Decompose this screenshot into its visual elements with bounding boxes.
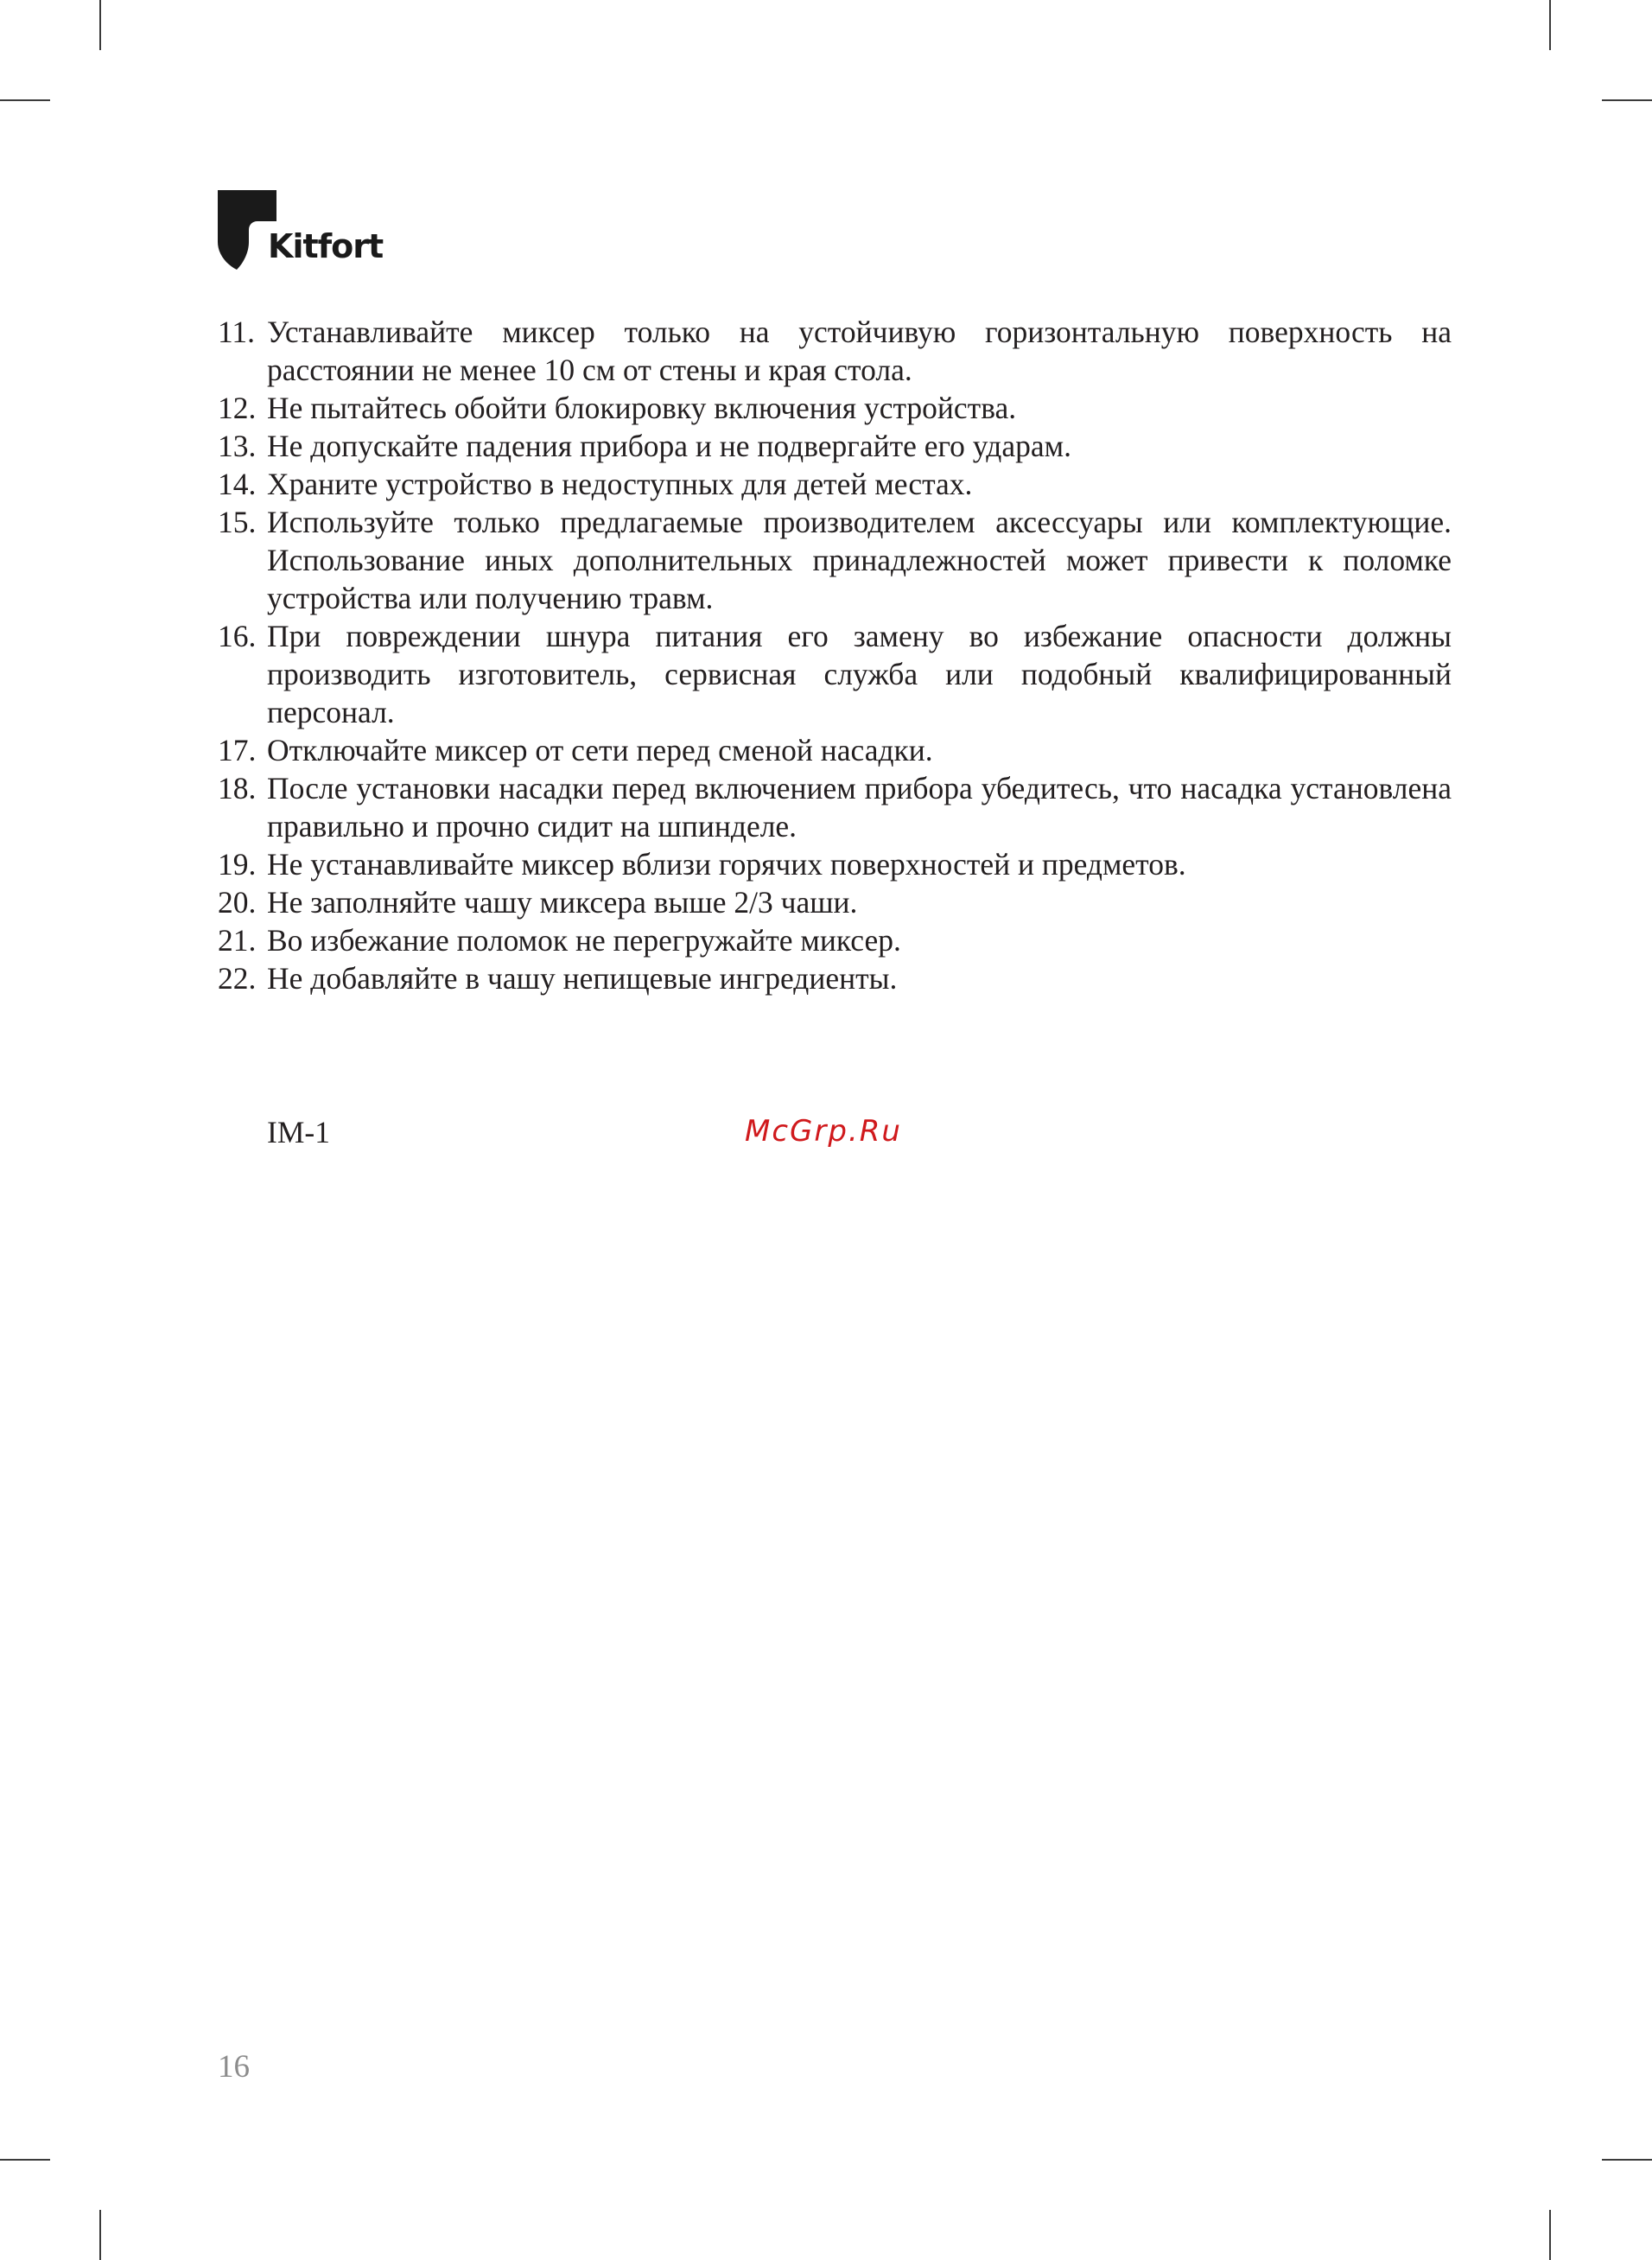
item-text: После установки насадки перед включением прибора убедитесь, что насадка установлена правильно и прочно сидит на шпинделе. xyxy=(267,771,1452,844)
crop-mark xyxy=(99,2210,101,2260)
crop-mark xyxy=(1602,99,1652,101)
crop-mark xyxy=(99,0,101,50)
item-number: 16. xyxy=(218,619,257,653)
item-text: Не пытайтесь обойти блокировку включения устройства. xyxy=(267,391,1017,425)
item-number: 15. xyxy=(218,505,257,539)
item-number: 13. xyxy=(218,429,257,463)
item-number: 14. xyxy=(218,467,257,501)
list-item xyxy=(218,921,1452,959)
list-item xyxy=(218,883,1452,921)
document-code: IM-1 xyxy=(267,1115,330,1149)
list-item xyxy=(218,389,1452,427)
item-text: Во избежание поломок не перегружайте миксер. xyxy=(267,923,901,958)
list-item xyxy=(218,465,1452,503)
safety-instructions-list xyxy=(218,313,1452,997)
item-text: Используйте только предлагаемые производителем аксессуары или комплектующие. Использование иных дополнительных принадлежностей может привести к поломке устройства или получению травм. xyxy=(267,505,1452,615)
crop-mark xyxy=(1602,2159,1652,2161)
item-number: 21. xyxy=(218,923,257,958)
item-text: При повреждении шнура питания его замену во избежание опасности должны производить изготовитель, сервисная служба или подобный квалифицированный персонал. xyxy=(267,619,1452,729)
item-text: Не допускайте падения прибора и не подвергайте его ударам. xyxy=(267,429,1071,463)
item-number: 17. xyxy=(218,733,257,767)
item-number: 20. xyxy=(218,885,257,920)
crop-mark xyxy=(1549,2210,1551,2260)
crop-mark xyxy=(0,99,50,101)
item-text: Отключайте миксер от сети перед сменой насадки. xyxy=(267,733,933,767)
item-number: 19. xyxy=(218,847,257,882)
item-number: 11. xyxy=(218,315,256,349)
list-item xyxy=(218,769,1452,845)
item-text: Устанавливайте миксер только на устойчивую горизонтальную поверхность на расстоянии не менее 10 см от стены и края стола. xyxy=(267,315,1452,387)
item-number: 18. xyxy=(218,771,257,805)
list-item xyxy=(218,845,1452,883)
list-item xyxy=(218,313,1452,389)
logo-wordmark: Kitfort xyxy=(268,227,384,265)
kitfort-logo xyxy=(218,190,391,273)
item-text: Храните устройство в недоступных для детей местах. xyxy=(267,467,973,501)
item-number: 12. xyxy=(218,391,257,425)
watermark-link[interactable]: McGrp.Ru xyxy=(745,1114,902,1149)
item-text: Не заполняйте чашу миксера выше 2/3 чаши. xyxy=(267,885,858,920)
list-item xyxy=(218,959,1452,997)
list-item xyxy=(218,427,1452,465)
list-item xyxy=(218,731,1452,769)
crop-mark xyxy=(0,2159,50,2161)
item-number: 22. xyxy=(218,961,257,996)
page-number: 16 xyxy=(218,2049,250,2085)
item-text: Не устанавливайте миксер вблизи горячих поверхностей и предметов. xyxy=(267,847,1186,882)
list-item xyxy=(218,617,1452,731)
item-text: Не добавляйте в чашу непищевые ингредиенты. xyxy=(267,961,898,996)
list-item xyxy=(218,503,1452,617)
crop-mark xyxy=(1549,0,1551,50)
